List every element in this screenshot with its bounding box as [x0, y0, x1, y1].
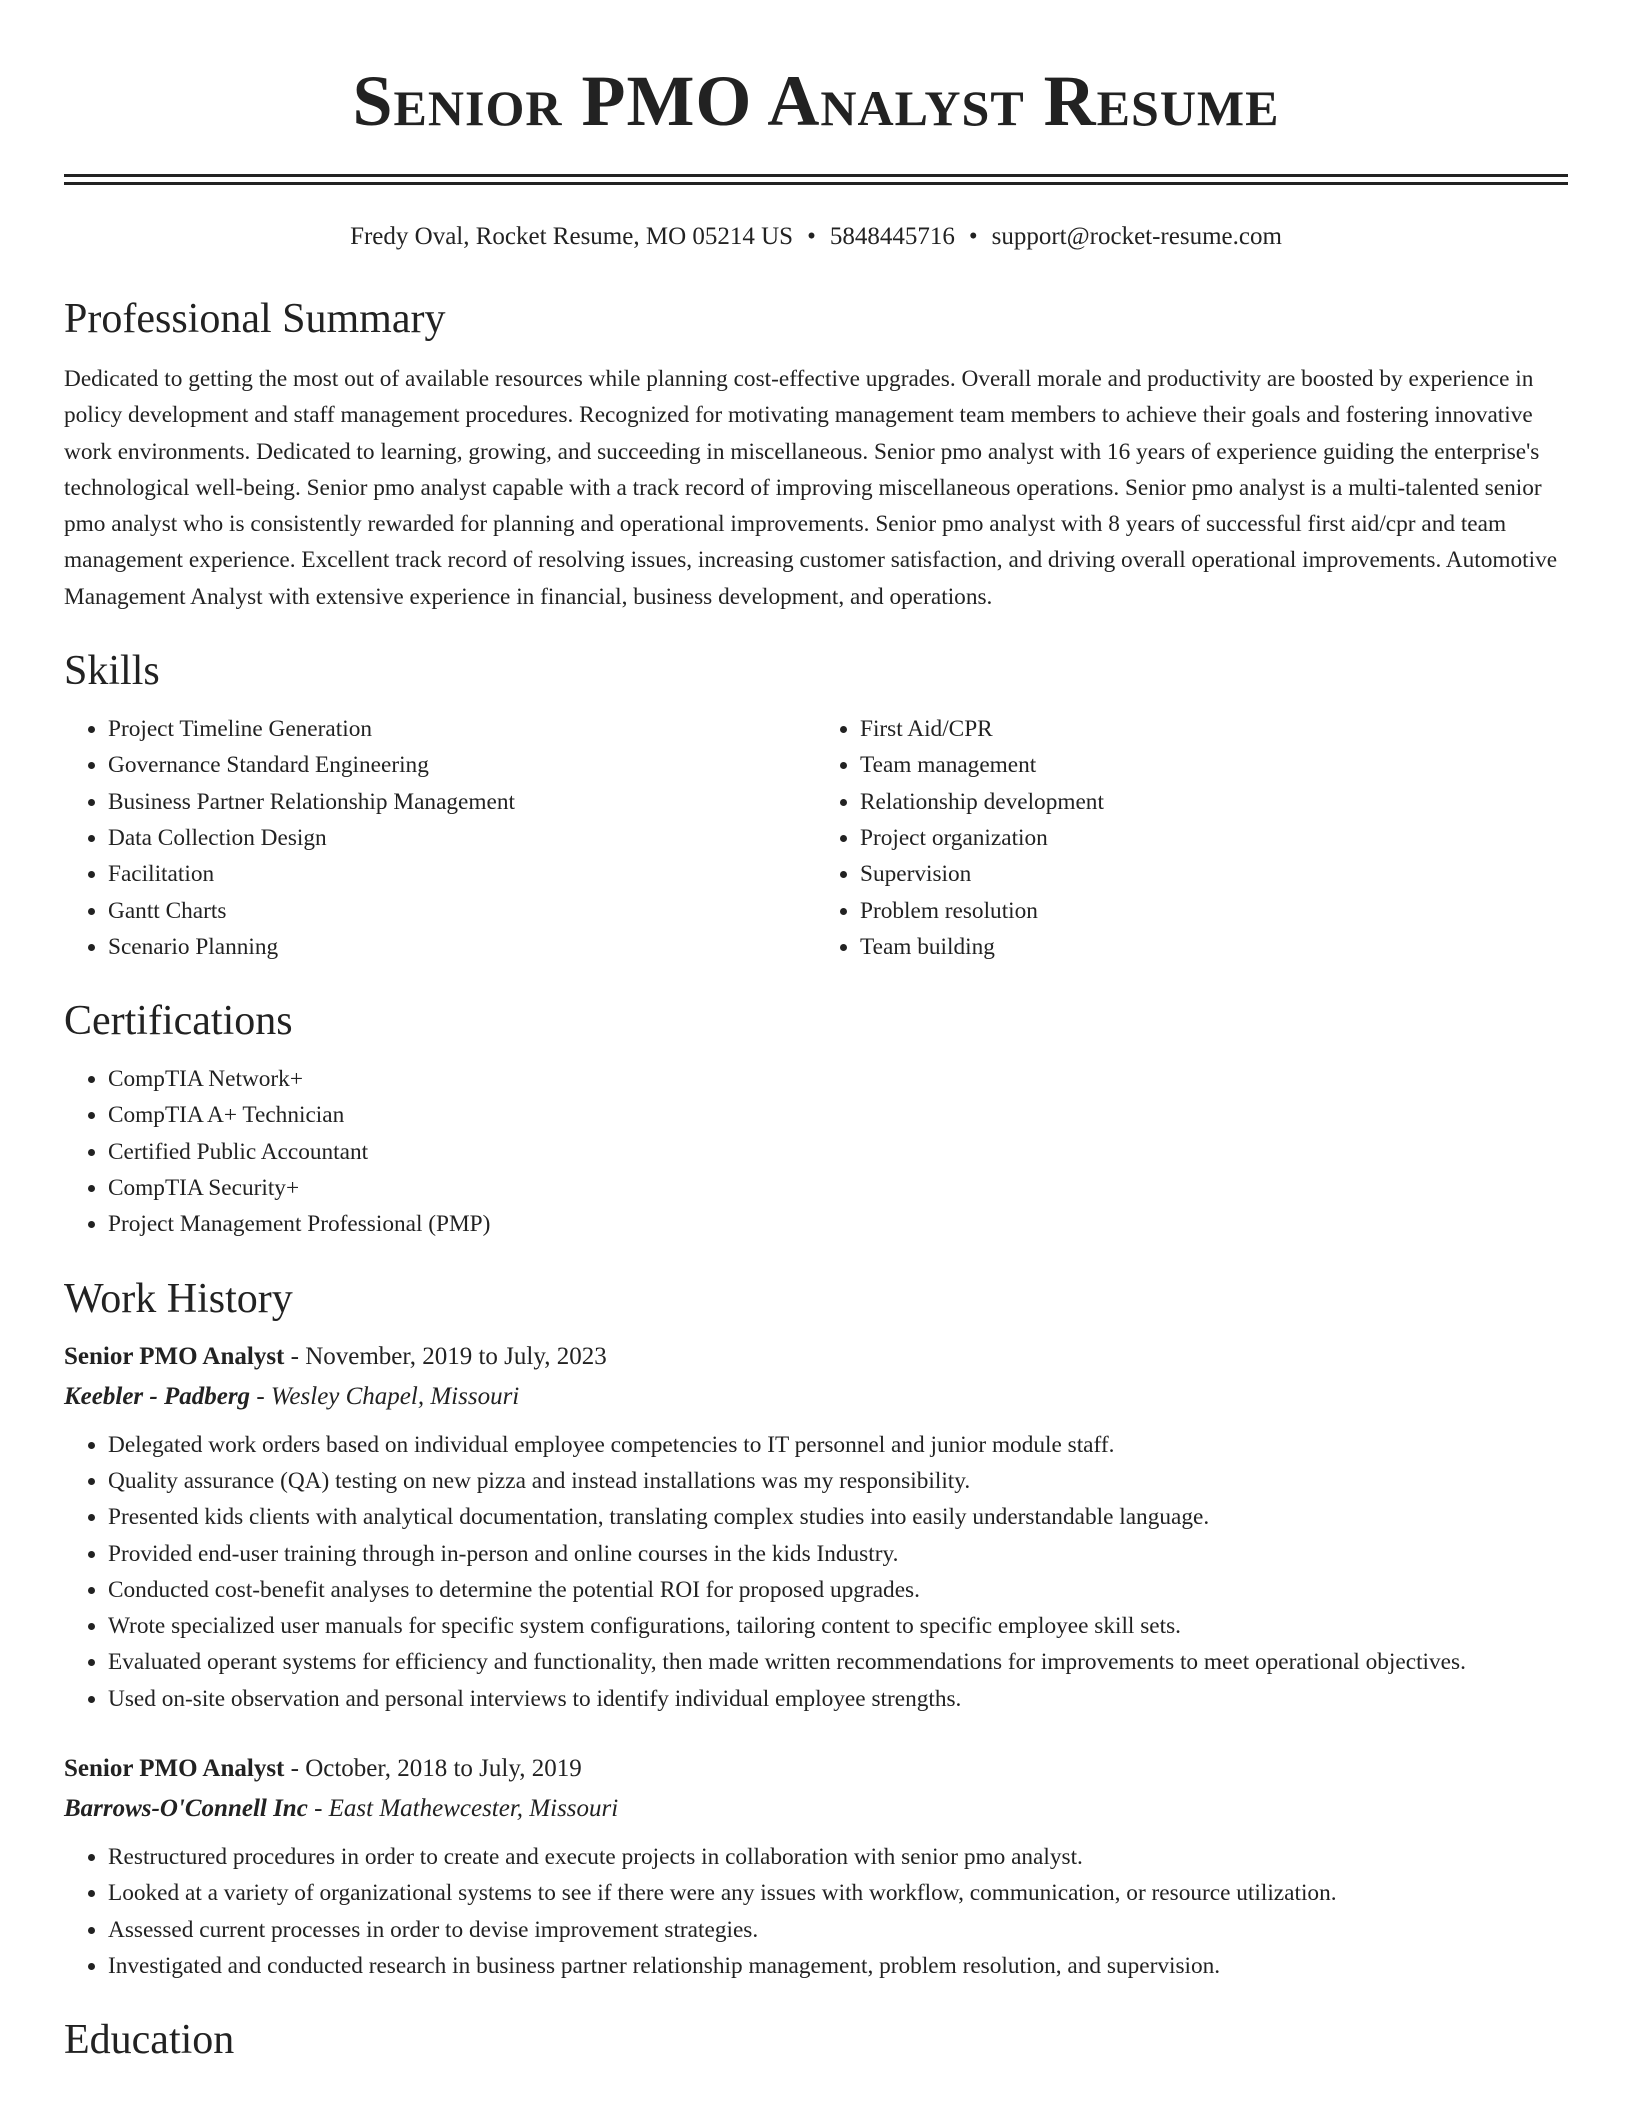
skill-item: • Supervision	[860, 856, 1568, 892]
title-divider	[64, 174, 1568, 185]
certification-item: • CompTIA A+ Technician	[108, 1097, 1568, 1133]
contact-address: Fredy Oval, Rocket Resume, MO 05214 US	[350, 223, 794, 250]
job-location: - East Mathewcester, Missouri	[307, 1795, 619, 1823]
contact-email: support@rocket-resume.com	[991, 223, 1282, 250]
job-duties-list	[64, 1427, 1568, 1717]
certification-item: • CompTIA Network+	[108, 1061, 1568, 1097]
job-company: Barrows-O'Connell Inc	[64, 1795, 308, 1823]
education-heading: Education	[64, 2017, 235, 2064]
skill-item: • Gantt Charts	[108, 893, 816, 929]
skill-item: • Project organization	[860, 820, 1568, 856]
job-duties-list	[64, 1839, 1568, 1984]
job-dates: - November, 2019 to July, 2023	[284, 1342, 607, 1370]
skill-item: • Team management	[860, 747, 1568, 783]
certifications-section	[64, 995, 1568, 1242]
certifications-list	[64, 1061, 1568, 1242]
contact-separator: •	[807, 223, 816, 250]
certification-item: • Certified Public Accountant	[108, 1134, 1568, 1170]
skill-item: • Problem resolution	[860, 893, 1568, 929]
skills-columns	[64, 711, 1568, 965]
job-entry	[64, 1339, 1568, 1717]
job-company: Keebler - Padberg	[64, 1382, 251, 1410]
skill-item: • Business Partner Relationship Management	[108, 784, 816, 820]
job-duty: • Provided end-user training through in-person and online courses in the kids Industry.	[108, 1536, 1568, 1572]
certifications-heading: Certifications	[64, 998, 293, 1045]
job-entry	[64, 1751, 1568, 1984]
summary-heading: Professional Summary	[64, 296, 446, 342]
skills-list-right	[816, 711, 1568, 965]
resume-title: Senior PMO Analyst Resume	[352, 61, 1280, 141]
skill-item: • Project Timeline Generation	[108, 711, 816, 747]
skill-item: • Relationship development	[860, 784, 1568, 820]
skill-item: • Facilitation	[108, 856, 816, 892]
skills-list-left	[64, 711, 816, 965]
work-history-heading: Work History	[64, 1275, 293, 1322]
job-company-line	[64, 1379, 1568, 1415]
summary-section	[64, 293, 1568, 615]
job-title-line	[64, 1339, 1568, 1375]
job-duty: • Looked at a variety of organizational systems to see if there were any issues with workflow, communication, or resource utilization.	[108, 1875, 1568, 1911]
contact-separator: •	[968, 223, 978, 250]
skills-section	[64, 645, 1568, 965]
skills-heading: Skills	[64, 648, 160, 695]
job-role: Senior PMO Analyst	[64, 1755, 285, 1783]
certification-item: • Project Management Professional (PMP)	[108, 1206, 1568, 1242]
job-duty: • Assessed current processes in order to devise improvement strategies.	[108, 1912, 1568, 1948]
job-duty: • Conducted cost-benefit analyses to determine the potential ROI for proposed upgrades.	[108, 1572, 1568, 1608]
job-dates: - October, 2018 to July, 2019	[284, 1755, 582, 1783]
skill-item: • Scenario Planning	[108, 929, 816, 965]
skill-item: • Data Collection Design	[108, 820, 816, 856]
education-section	[64, 2014, 1568, 2066]
job-duty: • Delegated work orders based on individual employee competencies to IT personnel and junior module staff.	[108, 1427, 1568, 1463]
skill-item: • Governance Standard Engineering	[108, 747, 816, 783]
job-duty: • Presented kids clients with analytical documentation, translating complex studies into easily understandable language.	[108, 1499, 1568, 1535]
job-location: - Wesley Chapel, Missouri	[250, 1382, 520, 1410]
job-company-line	[64, 1791, 1568, 1827]
job-duty: • Evaluated operant systems for efficiency and functionality, then made written recommendations for improvements to meet operational objectives.	[108, 1644, 1568, 1680]
skill-item: • First Aid/CPR	[860, 711, 1568, 747]
job-duty: • Used on-site observation and personal interviews to identify individual employee strengths.	[108, 1681, 1568, 1717]
job-duty: • Wrote specialized user manuals for specific system configurations, tailoring content to specific employee skill sets.	[108, 1608, 1568, 1644]
skill-item: • Team building	[860, 929, 1568, 965]
job-duty: • Investigated and conducted research in business partner relationship management, problem resolution, and supervision.	[108, 1948, 1568, 1984]
contact-phone: 5848445716	[829, 223, 955, 250]
summary-text: Dedicated to getting the most out of available resources while planning cost-effective upgrades. Overall morale and productivity are boosted by experience in policy development and staff management procedures. Recognized for motivating management team members to achieve their goals and fostering innovative work environments. Dedicated to learning, growing, and succeeding in miscellaneous. Senior pmo analyst with 16 years of experience guiding the enterprise's technological well-being. Senior pmo analyst capable with a track record of improving miscellaneous operations. Senior pmo analyst is a multi-talented senior pmo analyst who is consistently rewarded for planning and operational improvements. Senior pmo analyst with 8 years of successful first aid/cpr and team management experience. Excellent track record of resolving issues, increasing customer satisfaction, and driving overall operational improvements. Automotive Management Analyst with extensive experience in financial, business development, and operations.	[64, 366, 1558, 610]
certification-item: • CompTIA Security+	[108, 1170, 1568, 1206]
job-role: Senior PMO Analyst	[64, 1342, 285, 1370]
job-duty: • Quality assurance (QA) testing on new pizza and instead installations was my responsibility.	[108, 1463, 1568, 1499]
work-history-section	[64, 1273, 1568, 1985]
job-title-line	[64, 1751, 1568, 1787]
job-duty: • Restructured procedures in order to create and execute projects in collaboration with senior pmo analyst.	[108, 1839, 1568, 1875]
contact-line	[64, 221, 1568, 253]
